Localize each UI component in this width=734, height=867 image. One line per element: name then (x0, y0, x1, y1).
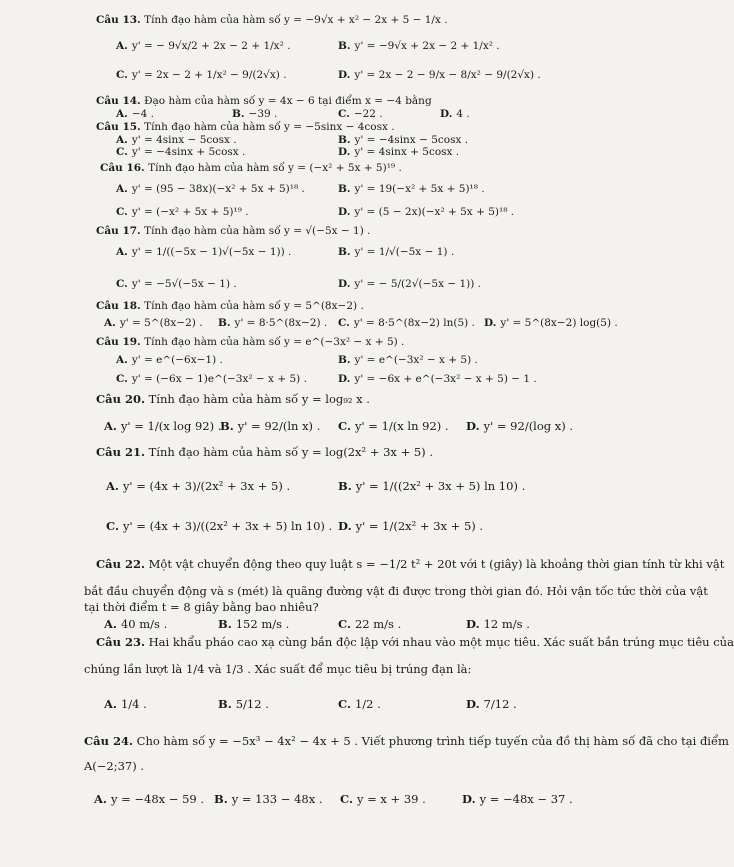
question-18 (96, 300, 364, 312)
option-text: y' = (95 − 38x)(−x² + 5x + 5)¹⁸ . (131, 183, 305, 195)
option-text: y' = −9√x + 2x − 2 + 1/x² . (354, 40, 500, 52)
option-d: D. y' = 1/(2x² + 3x + 5) . (338, 519, 484, 533)
question-16 (100, 162, 402, 174)
question-text: Tính đạo hàm của hàm số y = log(2x² + 3x + 5) . (148, 445, 433, 459)
option-a: A. y' = 1/((−5x − 1)√(−5x − 1)) . (116, 246, 292, 258)
option-text: 1/2 . (354, 697, 381, 711)
option-text: y' = −4sinx + 5cosx . (131, 146, 246, 158)
option-text: y = x + 39 . (356, 792, 426, 806)
question-text-line-2: bắt đầu chuyển động và s (mét) là quãng đường vật đi được trong thời gian đó. Hỏi vận tốc tức thời của vật (84, 584, 708, 598)
question-label: Câu 15. (96, 121, 141, 133)
option-c: C. y' = (−6x − 1)e^(−3x² − x + 5) . (116, 373, 307, 385)
option-text: 4 . (456, 108, 470, 120)
question-label: Câu 14. (96, 95, 141, 107)
question-text: Tính đạo hàm của hàm số y = (−x² + 5x + 5)¹⁹ . (148, 162, 402, 174)
question-label: Câu 20. (96, 392, 145, 406)
option-text: 1/4 . (120, 697, 147, 711)
option-d: D. y' = −6x + e^(−3x² − x + 5) − 1 . (338, 373, 537, 385)
option-text: y' = 2x − 2 + 1/x² − 9/(2√x) . (131, 69, 287, 81)
option-a: A. y' = 1/(x log 92) . (104, 419, 222, 433)
option-d: D. y' = 4sinx + 5cosx . (338, 146, 460, 158)
question-label: Câu 23. (96, 635, 145, 649)
option-text: y' = (4x + 3)/(2x² + 3x + 5) . (122, 479, 291, 493)
question-text: Tính đạo hàm của hàm số y = log₉₂ x . (148, 392, 370, 406)
question-14 (96, 95, 432, 107)
option-d: D. 7/12 . (466, 697, 517, 711)
option-d: D. 4 . (440, 108, 470, 120)
question-22 (96, 557, 724, 571)
question-label: Câu 17. (96, 225, 141, 237)
option-a: A. −4 . (116, 108, 154, 120)
option-text: y' = 92/(log x) . (483, 419, 574, 433)
option-text: −4 . (131, 108, 154, 120)
option-d: D. y = −48x − 37 . (462, 792, 573, 806)
option-a: A. y' = (95 − 38x)(−x² + 5x + 5)¹⁸ . (116, 183, 305, 195)
option-text: y' = (−x² + 5x + 5)¹⁹ . (131, 206, 249, 218)
option-a: A. y' = e^(−6x−1) . (116, 354, 223, 366)
option-text: y = 133 − 48x . (231, 792, 323, 806)
question-text: Cho hàm số y = −5x³ − 4x² − 4x + 5 . Viết phương trình tiếp tuyến của đồ thị hàm số đã cho tại điểm (136, 734, 729, 748)
option-text: y = −48x − 37 . (479, 792, 573, 806)
question-text: Hai khẩu pháo cao xạ cùng bắn độc lập với nhau vào một mục tiêu. Xác suất bắn trúng mục tiêu của (148, 635, 734, 649)
question-text-line-3: tại thời điểm t = 8 giây bằng bao nhiêu? (84, 600, 319, 614)
question-15 (96, 121, 395, 133)
question-label: Câu 22. (96, 557, 145, 571)
option-text: y' = 1/(x ln 92) . (354, 419, 449, 433)
question-19 (96, 336, 404, 348)
question-label: Câu 13. (96, 14, 141, 26)
question-text: Đạo hàm của hàm số y = 4x − 6 tại điểm x = −4 bằng (144, 95, 432, 107)
option-text: 40 m/s . (120, 617, 168, 631)
question-text: Tính đạo hàm của hàm số y = −5sinx − 4cosx . (144, 121, 395, 133)
option-c: C. y' = −5√(−5x − 1) . (116, 278, 237, 290)
question-label: Câu 18. (96, 300, 141, 312)
option-text: y' = (4x + 3)/((2x² + 3x + 5) ln 10) . (122, 519, 333, 533)
option-text: y' = 2x − 2 − 9/x − 8/x² − 9/(2√x) . (354, 69, 541, 81)
option-a: A. 1/4 . (104, 697, 147, 711)
option-text: y' = 8·5^(8x−2) ln(5) . (353, 317, 475, 329)
option-text: y' = − 9√x/2 + 2x − 2 + 1/x² . (131, 40, 291, 52)
option-a: A. y' = − 9√x/2 + 2x − 2 + 1/x² . (116, 40, 291, 52)
option-b: B. 152 m/s . (218, 617, 290, 631)
option-d: D. y' = (5 − 2x)(−x² + 5x + 5)¹⁸ . (338, 206, 515, 218)
question-label: Câu 19. (96, 336, 141, 348)
option-text: y' = 1/√(−5x − 1) . (354, 246, 455, 258)
option-b: B. y' = 19(−x² + 5x + 5)¹⁸ . (338, 183, 485, 195)
option-d: D. 12 m/s . (466, 617, 530, 631)
option-text: y' = −6x + e^(−3x² − x + 5) − 1 . (354, 373, 537, 385)
option-c: C. y' = −4sinx + 5cosx . (116, 146, 246, 158)
option-text: y' = e^(−6x−1) . (131, 354, 223, 366)
option-b: B. y' = 1/((2x² + 3x + 5) ln 10) . (338, 479, 526, 493)
option-text: y' = 4sinx − 5cosx . (131, 134, 237, 146)
option-text: y' = 4sinx + 5cosx . (354, 146, 460, 158)
option-text: y' = 1/((−5x − 1)√(−5x − 1)) . (131, 246, 292, 258)
question-label: Câu 21. (96, 445, 145, 459)
option-text: −39 . (248, 108, 278, 120)
option-text: 7/12 . (483, 697, 517, 711)
question-17 (96, 225, 370, 237)
option-b: B. 5/12 . (218, 697, 269, 711)
question-23 (96, 635, 734, 649)
question-text: Tính đạo hàm của hàm số y = e^(−3x² − x + 5) . (144, 336, 405, 348)
option-text: −22 . (353, 108, 383, 120)
option-text: y' = −5√(−5x − 1) . (131, 278, 237, 290)
option-text: y' = 1/(x log 92) . (120, 419, 222, 433)
option-b: B. y' = e^(−3x² − x + 5) . (338, 354, 478, 366)
option-b: B. y' = 1/√(−5x − 1) . (338, 246, 455, 258)
option-a: A. y' = (4x + 3)/(2x² + 3x + 5) . (106, 479, 291, 493)
option-a: A. y' = 5^(8x−2) . (104, 317, 203, 329)
question-text: Tính đạo hàm của hàm số y = √(−5x − 1) . (144, 225, 371, 237)
option-c: C. y' = (−x² + 5x + 5)¹⁹ . (116, 206, 249, 218)
option-b: B. y = 133 − 48x . (214, 792, 323, 806)
option-text: y' = 8·5^(8x−2) . (234, 317, 328, 329)
option-c: C. y' = 1/(x ln 92) . (338, 419, 449, 433)
option-d: D. y' = − 5/(2√(−5x − 1)) . (338, 278, 482, 290)
option-text: 5/12 . (235, 697, 269, 711)
option-c: C. y = x + 39 . (340, 792, 426, 806)
option-b: B. y' = 92/(ln x) . (220, 419, 321, 433)
option-text: y' = (−6x − 1)e^(−3x² − x + 5) . (131, 373, 307, 385)
option-text: 22 m/s . (354, 617, 402, 631)
option-d: D. y' = 5^(8x−2) log(5) . (484, 317, 618, 329)
question-13 (96, 14, 448, 26)
option-c: C. 22 m/s . (338, 617, 402, 631)
question-text-line-2: A(−2;37) . (84, 759, 145, 773)
option-text: y' = 5^(8x−2) log(5) . (500, 317, 618, 329)
option-text: y' = − 5/(2√(−5x − 1)) . (354, 278, 482, 290)
option-text: y' = 1/((2x² + 3x + 5) ln 10) . (355, 479, 526, 493)
option-c: C. 1/2 . (338, 697, 381, 711)
option-text: y' = 19(−x² + 5x + 5)¹⁸ . (354, 183, 485, 195)
option-text: y' = e^(−3x² − x + 5) . (354, 354, 478, 366)
option-c: C. y' = (4x + 3)/((2x² + 3x + 5) ln 10) . (106, 519, 333, 533)
option-c: C. y' = 2x − 2 + 1/x² − 9/(2√x) . (116, 69, 287, 81)
question-label: Câu 16. (100, 162, 145, 174)
option-c: C. y' = 8·5^(8x−2) ln(5) . (338, 317, 475, 329)
question-21 (96, 445, 433, 459)
option-b: B. y' = 8·5^(8x−2) . (218, 317, 328, 329)
option-b: B. −39 . (232, 108, 278, 120)
option-text: y' = 92/(ln x) . (237, 419, 321, 433)
question-label: Câu 24. (84, 734, 133, 748)
option-d: D. y' = 2x − 2 − 9/x − 8/x² − 9/(2√x) . (338, 69, 541, 81)
option-b: B. y' = −4sinx − 5cosx . (338, 134, 469, 146)
question-text-line-2: chúng lần lượt là 1/4 và 1/3 . Xác suất để mục tiêu bị trúng đạn là: (84, 662, 472, 676)
option-b: B. y' = −9√x + 2x − 2 + 1/x² . (338, 40, 500, 52)
question-text: Tính đạo hàm của hàm số y = −9√x + x² − 2x + 5 − 1/x . (144, 14, 448, 26)
question-text: Tính đạo hàm của hàm số y = 5^(8x−2) . (144, 300, 364, 312)
option-d: D. y' = 92/(log x) . (466, 419, 574, 433)
option-a: A. 40 m/s . (104, 617, 168, 631)
question-20 (96, 392, 370, 406)
option-a: A. y' = 4sinx − 5cosx . (116, 134, 237, 146)
option-text: y' = 5^(8x−2) . (119, 317, 203, 329)
option-text: y' = (5 − 2x)(−x² + 5x + 5)¹⁸ . (354, 206, 515, 218)
option-text: y' = −4sinx − 5cosx . (354, 134, 469, 146)
question-24 (84, 734, 729, 748)
option-text: 12 m/s . (483, 617, 530, 631)
option-text: 152 m/s . (235, 617, 290, 631)
option-a: A. y = −48x − 59 . (94, 792, 205, 806)
option-c: C. −22 . (338, 108, 383, 120)
option-text: y' = 1/(2x² + 3x + 5) . (355, 519, 484, 533)
option-text: y = −48x − 59 . (110, 792, 205, 806)
question-text: Một vật chuyển động theo quy luật s = −1/2 t² + 20t với t (giây) là khoảng thời gian tính từ khi vật (148, 557, 725, 571)
